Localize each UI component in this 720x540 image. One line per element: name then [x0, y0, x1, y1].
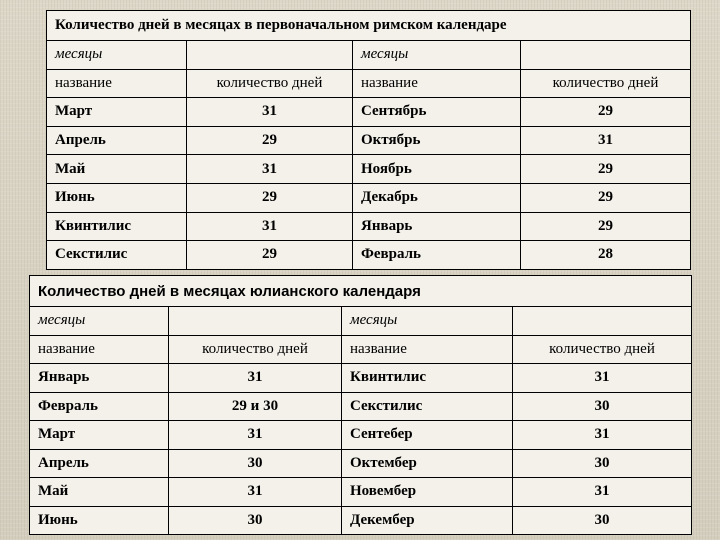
month-name: Декабрь [353, 183, 521, 212]
day-count: 29 [521, 183, 691, 212]
month-name: Март [30, 421, 169, 450]
roman-subheader-empty-2 [521, 41, 691, 70]
day-count: 29 [187, 126, 353, 155]
day-count: 30 [169, 449, 342, 478]
table-row [47, 183, 691, 212]
day-count: 29 [521, 98, 691, 127]
table-row [47, 155, 691, 184]
julian-subheader-months-1: месяцы [30, 307, 169, 336]
roman-table-title: Количество дней в месяцах в первоначальном римском календаре [47, 11, 691, 41]
day-count: 30 [513, 506, 692, 535]
month-name: Февраль [30, 392, 169, 421]
day-count: 29 [187, 183, 353, 212]
month-name: Январь [353, 212, 521, 241]
table-row [30, 364, 692, 393]
julian-calendar-table [29, 275, 692, 535]
day-count: 30 [169, 506, 342, 535]
table-row [47, 212, 691, 241]
table-row [30, 506, 692, 535]
month-name: Декембер [342, 506, 513, 535]
month-name: Секстилис [342, 392, 513, 421]
julian-header-name-1: название [30, 335, 169, 364]
roman-header-days-1: количество дней [187, 69, 353, 98]
month-name: Июнь [47, 183, 187, 212]
month-name: Ноябрь [353, 155, 521, 184]
roman-header-name-1: название [47, 69, 187, 98]
month-name: Февраль [353, 241, 521, 270]
day-count: 31 [169, 364, 342, 393]
julian-header-name-2: название [342, 335, 513, 364]
month-name: Квинтилис [342, 364, 513, 393]
roman-subheader-months-1: месяцы [47, 41, 187, 70]
roman-subheader-months-2: месяцы [353, 41, 521, 70]
day-count: 31 [513, 364, 692, 393]
roman-calendar-table [46, 10, 691, 270]
day-count: 30 [513, 449, 692, 478]
roman-subheader-empty-1 [187, 41, 353, 70]
month-name: Январь [30, 364, 169, 393]
day-count: 31 [513, 478, 692, 507]
month-name: Май [30, 478, 169, 507]
day-count: 29 [187, 241, 353, 270]
table-row [47, 98, 691, 127]
month-name: Секстилис [47, 241, 187, 270]
table-row [30, 392, 692, 421]
month-name: Июнь [30, 506, 169, 535]
table-row [30, 449, 692, 478]
day-count: 29 и 30 [169, 392, 342, 421]
month-name: Новембер [342, 478, 513, 507]
day-count: 29 [521, 212, 691, 241]
day-count: 31 [169, 478, 342, 507]
month-name: Октябрь [353, 126, 521, 155]
julian-subheader-empty-1 [169, 307, 342, 336]
day-count: 31 [513, 421, 692, 450]
month-name: Май [47, 155, 187, 184]
julian-header-days-2: количество дней [513, 335, 692, 364]
month-name: Апрель [47, 126, 187, 155]
month-name: Октембер [342, 449, 513, 478]
table-row [30, 478, 692, 507]
table-row [30, 421, 692, 450]
month-name: Апрель [30, 449, 169, 478]
julian-subheader-months-2: месяцы [342, 307, 513, 336]
julian-subheader-empty-2 [513, 307, 692, 336]
day-count: 31 [521, 126, 691, 155]
day-count: 31 [169, 421, 342, 450]
roman-header-days-2: количество дней [521, 69, 691, 98]
table-row [47, 241, 691, 270]
day-count: 29 [521, 155, 691, 184]
day-count: 28 [521, 241, 691, 270]
roman-header-name-2: название [353, 69, 521, 98]
julian-table-title: Количество дней в месяцах юлианского календаря [30, 276, 692, 307]
table-row [47, 126, 691, 155]
day-count: 31 [187, 155, 353, 184]
day-count: 31 [187, 212, 353, 241]
month-name: Сентябрь [353, 98, 521, 127]
day-count: 30 [513, 392, 692, 421]
month-name: Сентебер [342, 421, 513, 450]
month-name: Квинтилис [47, 212, 187, 241]
month-name: Март [47, 98, 187, 127]
day-count: 31 [187, 98, 353, 127]
julian-header-days-1: количество дней [169, 335, 342, 364]
